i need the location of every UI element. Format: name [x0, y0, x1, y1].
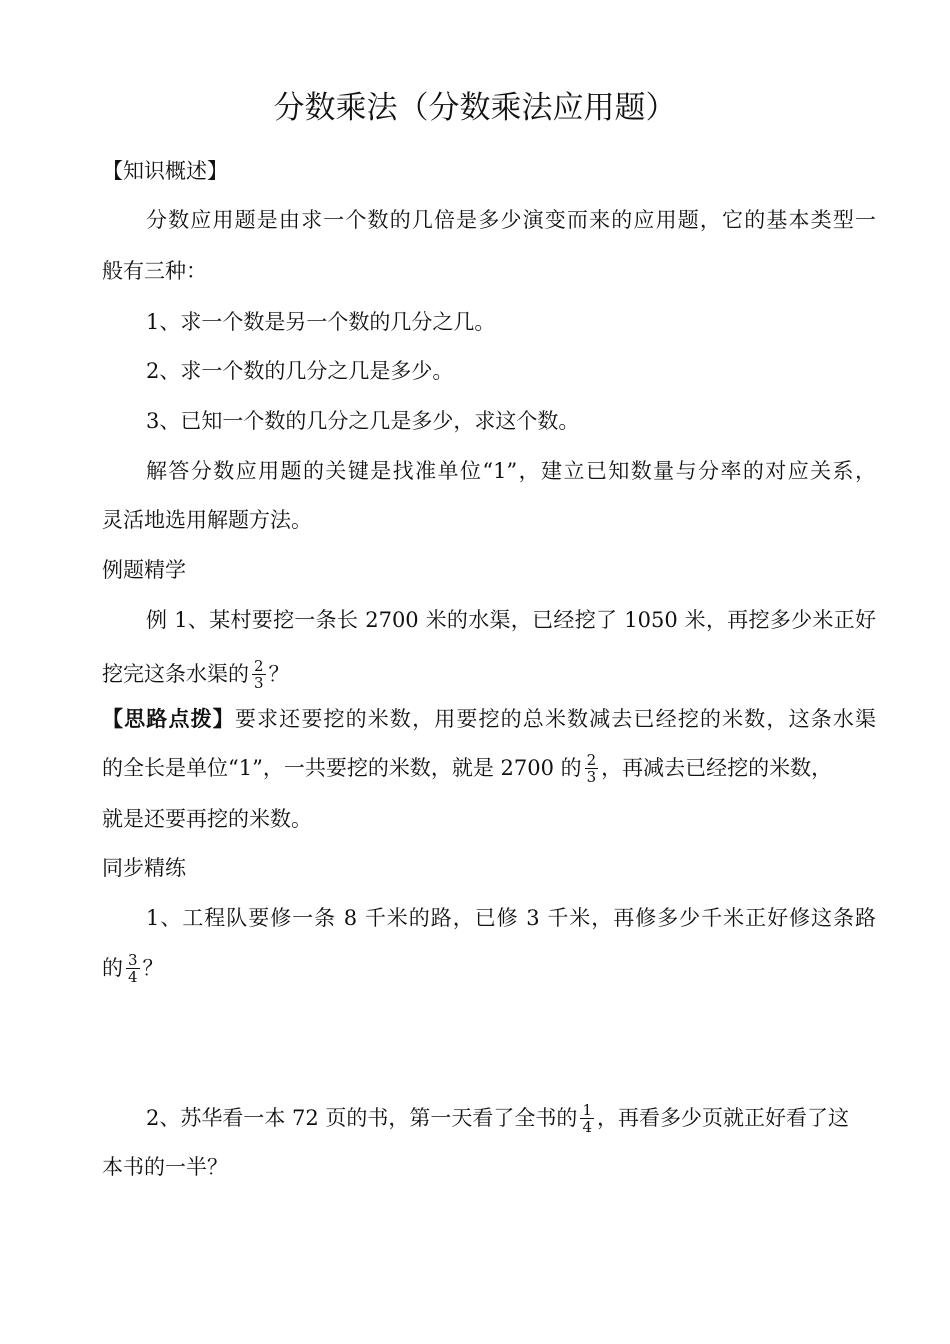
question-1-text-before-fraction: 的 [102, 956, 123, 980]
intro-paragraph-line-2: 般有三种： [102, 259, 207, 283]
fraction-numerator: 2 [254, 657, 264, 675]
type-item-2: 2、求一个数的几分之几是多少。 [146, 359, 454, 383]
fraction-one-quarter [580, 1102, 594, 1135]
page-title: 分数乘法（分数乘法应用题） [273, 90, 677, 126]
fraction-numerator: 2 [586, 751, 597, 769]
hint-label: 【思路点拨】 [102, 706, 235, 731]
hint-line-2 [102, 750, 832, 786]
fraction-two-thirds [585, 752, 599, 785]
question-1-line-2 [102, 950, 164, 986]
fraction-numerator: 1 [582, 1101, 592, 1119]
question-1-line-1: 1、工程队要修一条 8 千米的路，已修 3 千米，再修多少千米正好修这条路 [146, 906, 876, 930]
example-1-line-2 [102, 656, 290, 692]
question-2-text-after-fraction: ，再看多少页就正好看了这 [596, 1106, 849, 1130]
type-item-1: 1、求一个数是另一个数的几分之几。 [146, 310, 496, 334]
question-2-line-1 [146, 1100, 849, 1136]
example-1-line-1: 例 1、某村要挖一条长 2700 米的水渠，已经挖了 1050 米，再挖多少米正好 [146, 608, 876, 632]
section-heading-practice: 同步精练 [102, 856, 186, 880]
fraction-numerator: 3 [128, 951, 138, 969]
fraction-denominator: 4 [582, 1118, 592, 1136]
question-1-text-after-fraction: ？ [142, 956, 164, 980]
fraction-denominator: 3 [254, 674, 264, 692]
intro-paragraph-line-1: 分数应用题是由求一个数的几倍是多少演变而来的应用题，它的基本类型一 [146, 208, 876, 232]
section-heading-examples: 例题精学 [102, 558, 186, 582]
question-2-text-before-fraction: 2、苏华看一本 72 页的书，第一天看了全书的 [146, 1106, 578, 1130]
hint-text-after-fraction: ，再减去已经挖的米数， [601, 756, 833, 780]
question-2-line-2: 本书的一半？ [102, 1155, 228, 1179]
fraction-denominator: 4 [128, 968, 138, 986]
section-heading-overview: 【知识概述】 [102, 159, 228, 183]
hint-line-3: 就是还要再挖的米数。 [102, 807, 312, 831]
fraction-two-thirds [252, 658, 266, 691]
fraction-denominator: 3 [586, 768, 597, 786]
key-paragraph-line-1: 解答分数应用题的关键是找准单位“1”，建立已知数量与分率的对应关系， [146, 459, 876, 483]
hint-text-before-fraction: 的全长是单位“1”，一共要挖的米数，就是 2700 的 [102, 756, 582, 780]
fraction-three-quarters [126, 952, 140, 985]
key-paragraph-line-2: 灵活地选用解题方法。 [102, 508, 312, 532]
hint-line-1 [102, 706, 876, 732]
type-item-3: 3、已知一个数的几分之几是多少，求这个数。 [146, 409, 580, 433]
example-1-text-before-fraction: 挖完这条水渠的 [102, 662, 249, 686]
hint-line-1-text: 要求还要挖的米数，用要挖的总米数减去已经挖的米数，这条水渠 [234, 707, 876, 731]
example-1-text-after-fraction: ？ [268, 662, 290, 686]
